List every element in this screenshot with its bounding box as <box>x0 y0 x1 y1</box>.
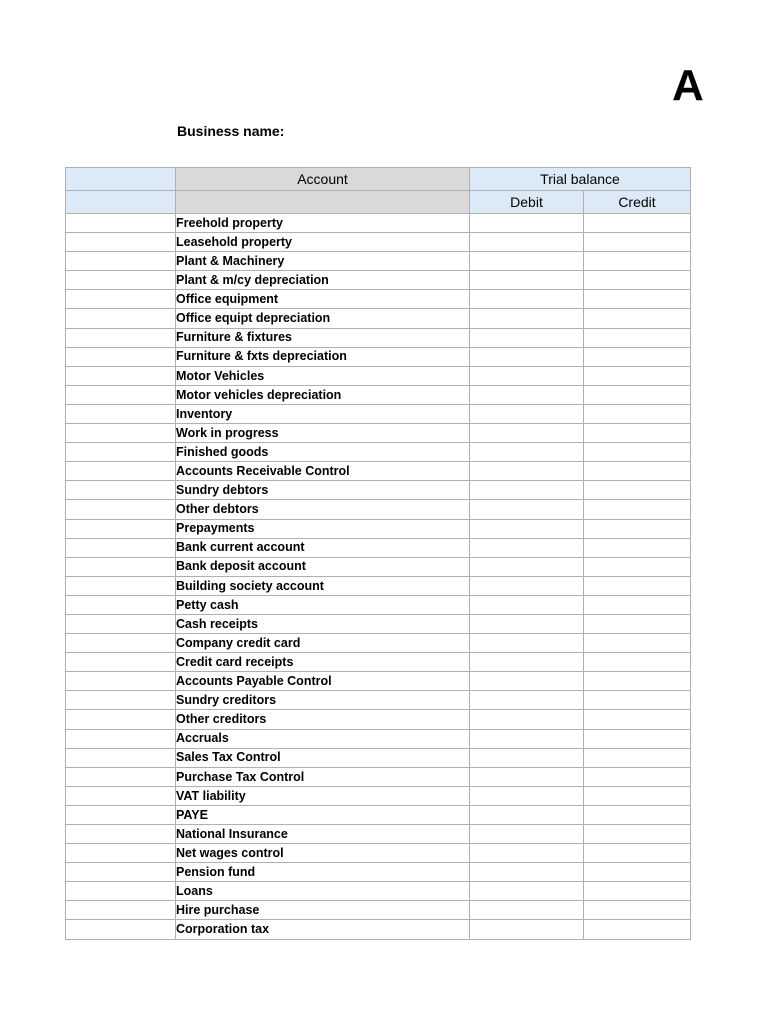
debit-cell[interactable] <box>470 920 584 939</box>
debit-cell[interactable] <box>470 614 584 633</box>
header-blank-cell <box>66 191 176 214</box>
table-row <box>66 595 691 614</box>
account-name-cell: Bank current account <box>176 538 470 557</box>
code-cell[interactable] <box>66 825 176 844</box>
debit-cell[interactable] <box>470 385 584 404</box>
account-name-cell: Hire purchase <box>176 901 470 920</box>
credit-cell[interactable] <box>584 863 691 882</box>
code-cell[interactable] <box>66 729 176 748</box>
credit-cell[interactable] <box>584 882 691 901</box>
debit-cell[interactable] <box>470 767 584 786</box>
credit-cell[interactable] <box>584 214 691 233</box>
credit-cell[interactable] <box>584 634 691 653</box>
code-cell[interactable] <box>66 424 176 443</box>
account-name-cell: Corporation tax <box>176 920 470 939</box>
credit-cell[interactable] <box>584 920 691 939</box>
account-name-cell: Leasehold property <box>176 233 470 252</box>
header-blank-cell <box>66 168 176 191</box>
account-name-cell: Pension fund <box>176 863 470 882</box>
code-cell[interactable] <box>66 309 176 328</box>
debit-cell[interactable] <box>470 214 584 233</box>
header-row-1 <box>66 168 691 191</box>
code-cell[interactable] <box>66 252 176 271</box>
account-name-cell: National Insurance <box>176 825 470 844</box>
debit-cell[interactable] <box>470 825 584 844</box>
credit-cell[interactable] <box>584 710 691 729</box>
code-cell[interactable] <box>66 538 176 557</box>
code-cell[interactable] <box>66 882 176 901</box>
table-row <box>66 767 691 786</box>
code-cell[interactable] <box>66 653 176 672</box>
table-row <box>66 805 691 824</box>
table-row <box>66 252 691 271</box>
credit-header: Credit <box>584 191 691 214</box>
table-row <box>66 729 691 748</box>
debit-cell[interactable] <box>470 634 584 653</box>
debit-cell[interactable] <box>470 462 584 481</box>
table-row <box>66 271 691 290</box>
credit-cell[interactable] <box>584 653 691 672</box>
table-row <box>66 328 691 347</box>
account-name-cell: Building society account <box>176 576 470 595</box>
code-cell[interactable] <box>66 786 176 805</box>
code-cell[interactable] <box>66 500 176 519</box>
credit-cell[interactable] <box>584 805 691 824</box>
debit-cell[interactable] <box>470 691 584 710</box>
code-cell[interactable] <box>66 805 176 824</box>
table-row <box>66 500 691 519</box>
table-row <box>66 825 691 844</box>
debit-cell[interactable] <box>470 805 584 824</box>
header-row-2 <box>66 191 691 214</box>
code-cell[interactable] <box>66 576 176 595</box>
credit-cell[interactable] <box>584 844 691 863</box>
table-row <box>66 863 691 882</box>
table-row <box>66 557 691 576</box>
code-cell[interactable] <box>66 328 176 347</box>
account-name-cell: PAYE <box>176 805 470 824</box>
credit-cell[interactable] <box>584 786 691 805</box>
debit-cell[interactable] <box>470 252 584 271</box>
account-name-cell: Inventory <box>176 404 470 423</box>
debit-cell[interactable] <box>470 557 584 576</box>
account-name-cell: Plant & Machinery <box>176 252 470 271</box>
code-cell[interactable] <box>66 901 176 920</box>
credit-cell[interactable] <box>584 481 691 500</box>
account-name-cell: Purchase Tax Control <box>176 767 470 786</box>
table-row <box>66 920 691 939</box>
code-cell[interactable] <box>66 366 176 385</box>
debit-cell[interactable] <box>470 786 584 805</box>
code-cell[interactable] <box>66 385 176 404</box>
account-name-cell: Finished goods <box>176 443 470 462</box>
credit-cell[interactable] <box>584 366 691 385</box>
code-cell[interactable] <box>66 233 176 252</box>
debit-cell[interactable] <box>470 729 584 748</box>
credit-cell[interactable] <box>584 614 691 633</box>
account-name-cell: Net wages control <box>176 844 470 863</box>
debit-cell[interactable] <box>470 424 584 443</box>
account-name-cell: Accounts Payable Control <box>176 672 470 691</box>
debit-cell[interactable] <box>470 901 584 920</box>
debit-cell[interactable] <box>470 653 584 672</box>
account-name-cell: Bank deposit account <box>176 557 470 576</box>
credit-cell[interactable] <box>584 500 691 519</box>
code-cell[interactable] <box>66 844 176 863</box>
table-row <box>66 290 691 309</box>
credit-cell[interactable] <box>584 825 691 844</box>
code-cell[interactable] <box>66 443 176 462</box>
debit-cell[interactable] <box>470 672 584 691</box>
account-name-cell: Office equipment <box>176 290 470 309</box>
table-row <box>66 901 691 920</box>
code-cell[interactable] <box>66 557 176 576</box>
debit-cell[interactable] <box>470 576 584 595</box>
table-row <box>66 672 691 691</box>
debit-cell[interactable] <box>470 710 584 729</box>
table-row <box>66 634 691 653</box>
credit-cell[interactable] <box>584 252 691 271</box>
trial-balance-header: Trial balance <box>470 168 691 191</box>
code-cell[interactable] <box>66 748 176 767</box>
account-name-cell: Furniture & fxts depreciation <box>176 347 470 366</box>
credit-cell[interactable] <box>584 691 691 710</box>
credit-cell[interactable] <box>584 347 691 366</box>
account-name-cell: Loans <box>176 882 470 901</box>
account-name-cell: Motor Vehicles <box>176 366 470 385</box>
credit-cell[interactable] <box>584 290 691 309</box>
credit-cell[interactable] <box>584 443 691 462</box>
credit-cell[interactable] <box>584 748 691 767</box>
account-name-cell: Accounts Receivable Control <box>176 462 470 481</box>
debit-cell[interactable] <box>470 271 584 290</box>
credit-cell[interactable] <box>584 328 691 347</box>
code-cell[interactable] <box>66 614 176 633</box>
debit-cell[interactable] <box>470 844 584 863</box>
code-cell[interactable] <box>66 767 176 786</box>
page-title: A <box>672 64 704 108</box>
account-name-cell: Other debtors <box>176 500 470 519</box>
code-cell[interactable] <box>66 404 176 423</box>
debit-cell[interactable] <box>470 519 584 538</box>
account-name-cell: Motor vehicles depreciation <box>176 385 470 404</box>
account-name-cell: Sundry creditors <box>176 691 470 710</box>
debit-cell[interactable] <box>470 404 584 423</box>
table-row <box>66 462 691 481</box>
table-row <box>66 614 691 633</box>
code-cell[interactable] <box>66 672 176 691</box>
credit-cell[interactable] <box>584 519 691 538</box>
account-name-cell: Accruals <box>176 729 470 748</box>
debit-cell[interactable] <box>470 290 584 309</box>
table-row <box>66 786 691 805</box>
code-cell[interactable] <box>66 863 176 882</box>
table-row <box>66 366 691 385</box>
credit-cell[interactable] <box>584 233 691 252</box>
account-header: Account <box>176 168 470 191</box>
credit-cell[interactable] <box>584 271 691 290</box>
account-name-cell: Prepayments <box>176 519 470 538</box>
credit-cell[interactable] <box>584 557 691 576</box>
table-row <box>66 404 691 423</box>
debit-cell[interactable] <box>470 748 584 767</box>
credit-cell[interactable] <box>584 462 691 481</box>
account-name-cell: Plant & m/cy depreciation <box>176 271 470 290</box>
code-cell[interactable] <box>66 595 176 614</box>
table-row <box>66 844 691 863</box>
debit-cell[interactable] <box>470 328 584 347</box>
account-name-cell: Office equipt depreciation <box>176 309 470 328</box>
table-row <box>66 481 691 500</box>
credit-cell[interactable] <box>584 595 691 614</box>
table-row <box>66 653 691 672</box>
code-cell[interactable] <box>66 634 176 653</box>
account-name-cell: Sales Tax Control <box>176 748 470 767</box>
credit-cell[interactable] <box>584 767 691 786</box>
account-subheader-blank <box>176 191 470 214</box>
debit-cell[interactable] <box>470 233 584 252</box>
credit-cell[interactable] <box>584 538 691 557</box>
table-row <box>66 347 691 366</box>
table-row <box>66 443 691 462</box>
code-cell[interactable] <box>66 462 176 481</box>
debit-cell[interactable] <box>470 443 584 462</box>
account-name-cell: Work in progress <box>176 424 470 443</box>
table-row <box>66 424 691 443</box>
debit-cell[interactable] <box>470 538 584 557</box>
code-cell[interactable] <box>66 710 176 729</box>
code-cell[interactable] <box>66 271 176 290</box>
code-cell[interactable] <box>66 920 176 939</box>
business-name-label: Business name: <box>177 123 285 139</box>
table-row <box>66 691 691 710</box>
credit-cell[interactable] <box>584 576 691 595</box>
account-name-cell: Sundry debtors <box>176 481 470 500</box>
table-row <box>66 214 691 233</box>
table-row <box>66 748 691 767</box>
table-row <box>66 309 691 328</box>
credit-cell[interactable] <box>584 729 691 748</box>
trial-balance-table <box>65 167 691 940</box>
credit-cell[interactable] <box>584 385 691 404</box>
credit-cell[interactable] <box>584 424 691 443</box>
account-name-cell: Company credit card <box>176 634 470 653</box>
code-cell[interactable] <box>66 214 176 233</box>
debit-cell[interactable] <box>470 366 584 385</box>
account-name-cell: Credit card receipts <box>176 653 470 672</box>
debit-cell[interactable] <box>470 863 584 882</box>
code-cell[interactable] <box>66 481 176 500</box>
table-row <box>66 710 691 729</box>
table-row <box>66 538 691 557</box>
code-cell[interactable] <box>66 519 176 538</box>
credit-cell[interactable] <box>584 404 691 423</box>
account-name-cell: Freehold property <box>176 214 470 233</box>
debit-header: Debit <box>470 191 584 214</box>
debit-cell[interactable] <box>470 882 584 901</box>
table-row <box>66 385 691 404</box>
account-name-cell: Other creditors <box>176 710 470 729</box>
debit-cell[interactable] <box>470 595 584 614</box>
table-row <box>66 882 691 901</box>
table-row <box>66 519 691 538</box>
credit-cell[interactable] <box>584 901 691 920</box>
code-cell[interactable] <box>66 290 176 309</box>
account-name-cell: Cash receipts <box>176 614 470 633</box>
account-name-cell: VAT liability <box>176 786 470 805</box>
debit-cell[interactable] <box>470 347 584 366</box>
table-row <box>66 233 691 252</box>
credit-cell[interactable] <box>584 309 691 328</box>
code-cell[interactable] <box>66 347 176 366</box>
debit-cell[interactable] <box>470 500 584 519</box>
credit-cell[interactable] <box>584 672 691 691</box>
code-cell[interactable] <box>66 691 176 710</box>
debit-cell[interactable] <box>470 309 584 328</box>
account-name-cell: Petty cash <box>176 595 470 614</box>
table-row <box>66 576 691 595</box>
debit-cell[interactable] <box>470 481 584 500</box>
account-name-cell: Furniture & fixtures <box>176 328 470 347</box>
